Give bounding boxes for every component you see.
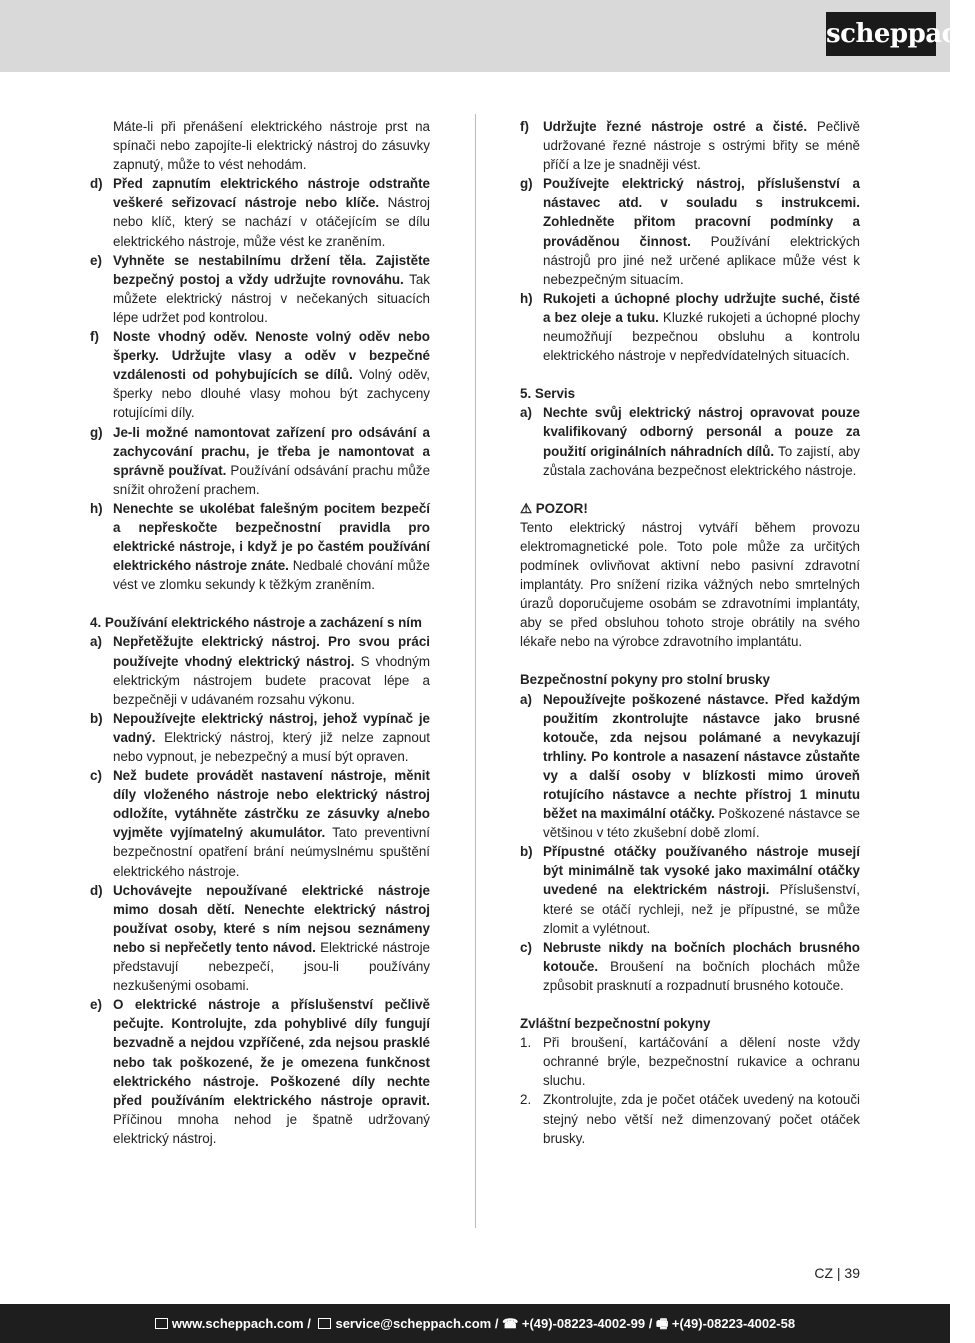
list-item: c) Nebruste nikdy na bočních plochách brusného kotouče. Broušení na bočních plochách může způsobit prasknutí a rozpadnutí brusného kotouče. — [520, 939, 860, 993]
list-item: h) Nenechte se ukolébat falešným pocitem bezpečí a nepřeskočte bezpečnostní pravidla pro elektrické nástroje, i když je po častém používání elektrického nástroje znáte. Nedbalé chování může vést ve zlomku sekundy k těžkým zraněním. — [90, 500, 430, 593]
numbered-item: 2. Zkontrolujte, zda je počet otáček uvedený na kotouči stejný nebo větší než dimenzovaný počet otáček brusky. — [520, 1092, 860, 1146]
monitor-icon — [155, 1318, 168, 1329]
list-item: a) Nepoužívejte poškozené nástavce. Před každým použitím zkontrolujte nástavce jako brusné kotouče, zda nejsou polámané a nevykazují trhliny. Po kontrole a nasazení nástavce zůstaňte vy a další osoby v blízkosti mimo úroveň rotujícího nástavce a nechte přístroj 1 minutu běžet na maximální otáčky. Poškozené nástavce se většinou v této zkušební době zlomí. — [520, 691, 861, 841]
section-5-heading: 5. Servis — [520, 386, 576, 402]
list-item: d) Před zapnutím elektrického nástroje odstraňte veškeré seřizovací nástroje nebo klíče. Nástroj nebo klíč, který se nachází v otáčejícím se dílu elektrického nástroje, může vést ke zraněním. — [90, 176, 430, 249]
footer-website[interactable]: www.scheppach.com / — [171, 1316, 311, 1331]
list-item: h) Rukojeti a úchopné plochy udržujte suché, čisté a bez oleje a tuku. Kluzké rukojeti a úchopné plochy neumožňují bezpečnou obsluhu a kontrolu elektrického nástroje v nepředvídatelných situacích. — [520, 290, 860, 364]
warning-heading: ⚠ POZOR! — [520, 500, 588, 516]
special-safety-heading: Zvláštní bezpečnostní pokyny — [520, 1016, 711, 1032]
footer-bar — [0, 1304, 950, 1343]
list-item: c) Než budete provádět nastavení nástroje, měnit díly vloženého nástroje nebo elektrický nástroj odložíte, vytáhněte zástrčku ze zásuvky a/nebo vyjměte vyjímatelný akumulátor. Tato preventivní bezpečnostní opatření brání neúmyslnému spuštění elektrického nástroje. — [90, 768, 430, 879]
mail-icon — [318, 1318, 331, 1329]
list-item: a) Nepřetěžujte elektrický nástroj. Pro svou práci používejte vhodný elektrický nástroj. S vhodným elektrickým nástrojem budete pracovat lépe a bezpečněji v udávaném rozsahu výkonu. — [90, 634, 430, 707]
right-column — [520, 117, 860, 1148]
warning-text: Tento elektrický nástroj vytváří během provozu elektromagnetické pole. Toto pole může za určitých podmínek ovlivňovat aktivní nebo pasivní zdravotní implantáty. Pro snížení rizika vážných nebo smrtelných úrazů doporučujeme osobám se zdravotními implantáty, aby se před obsluhou tohoto stroje obrátily na svého lékaře nebo na výrobce zdravotního implantátu. — [520, 519, 860, 650]
footer-email[interactable]: service@scheppach.com / — [335, 1316, 499, 1331]
numbered-item: 1. Při broušení, kartáčování a dělení noste vždy ochranné brýle, bezpečnostní rukavice a ochranu sluchu. — [520, 1035, 860, 1089]
list-item: d) Uchovávejte nepoužívané elektrické nástroje mimo dosah dětí. Nenechte elektrický nástroj používat osoby, které s ním nejsou seznámeny nebo si nepřečetly tento návod. Elektrické nástroje představují nebezpečí, jsou-li používány nezkušenými osobami. — [90, 882, 431, 994]
list-item: b) Nepoužívejte elektrický nástroj, jehož vypínač je vadný. Elektrický nástroj, který již nelze zapnout nebo vypnout, je nebezpečný a musí být opraven. — [90, 710, 430, 764]
grinder-safety-heading: Bezpečnostní pokyny pro stolní brusky — [520, 672, 771, 688]
list-item: g) Je-li možné namontovat zařízení pro odsávání a zachycování prachu, je třeba je namontovat a správně používat. Používání odsávání prachu může snížit ohrožení prachem. — [90, 424, 431, 497]
paragraph: Máte-li při přenášení elektrického nástroje prst na spínači nebo zapojíte-li elektrický nástroj do zásuvky zapnutý, může to vést nehodám. — [113, 119, 430, 173]
list-item: b) Přípustné otáčky používaného nástroje musejí být minimálně tak vysoké jako maximální otáčky uvedené na elektrickém nástroji. Příslušenství, které se otáčí rychleji, než je přípustné, se může zlomit a vylétnout. — [520, 844, 860, 936]
column-divider — [475, 114, 476, 1228]
list-item: e) O elektrické nástroje a příslušenství pečlivě pečujte. Kontrolujte, zda pohyblivé díly fungují bezvadně a nejdou vzpříčené, zda nejsou prasklé nebo tak poškozené, že je omezena funkčnost elektrického nástroje. Poškozené díly nechte před používáním elektrického nástroje opravit. Příčinou mnoha nehod je špatně udržovaný elektrický nástroj. — [90, 997, 430, 1146]
list-item: a) Nechte svůj elektrický nástroj opravovat pouze kvalifikovaný odborný personál a pouze za použití originálních náhradních dílů. To zajistí, aby zůstala zachována bezpečnost elektrického nástroje. — [520, 405, 860, 478]
list-item: e) Vyhněte se nestabilnímu držení těla. Zajistěte bezpečný postoj a vždy udržujte rovnováhu. Tak můžete elektrický nástroj v nečekaných situacích lépe udržet pod kontrolou. — [90, 252, 430, 325]
page-number: CZ | 39 — [814, 1265, 860, 1281]
list-item: f) Udržujte řezné nástroje ostré a čisté. Pečlivě udržované řezné nástroje s ostrými břity se méně příčí a lze je snadněji vést. — [520, 119, 861, 173]
header-band — [0, 0, 950, 72]
section-4-heading: 4. Používání elektrického nástroje a zacházení s ním — [90, 615, 422, 631]
list-item: g) Používejte elektrický nástroj, příslušenství a nástavec atd. v souladu s instrukcemi. Zohledněte přitom pracovní podmínky a prováděnou činnost. Používání elektrických nástrojů pro jiné než určené aplikace může vést k nebezpečným situacím. — [520, 176, 860, 287]
brand-logo: scheppach — [826, 12, 936, 56]
left-column — [90, 117, 430, 1148]
footer-phone: ☎ +(49)-08223-4002-99 / — [502, 1316, 653, 1331]
footer-fax: 🖷 +(49)-08223-4002-58 — [655, 1316, 796, 1331]
list-item: f) Noste vhodný oděv. Nenoste volný oděv nebo šperky. Udržujte vlasy a oděv v bezpečné vzdálenosti od pohybujících se dílů. Volný oděv, šperky nebo dlouhé vlasy mohou být zachyceny rotujícími díly. — [90, 329, 430, 421]
